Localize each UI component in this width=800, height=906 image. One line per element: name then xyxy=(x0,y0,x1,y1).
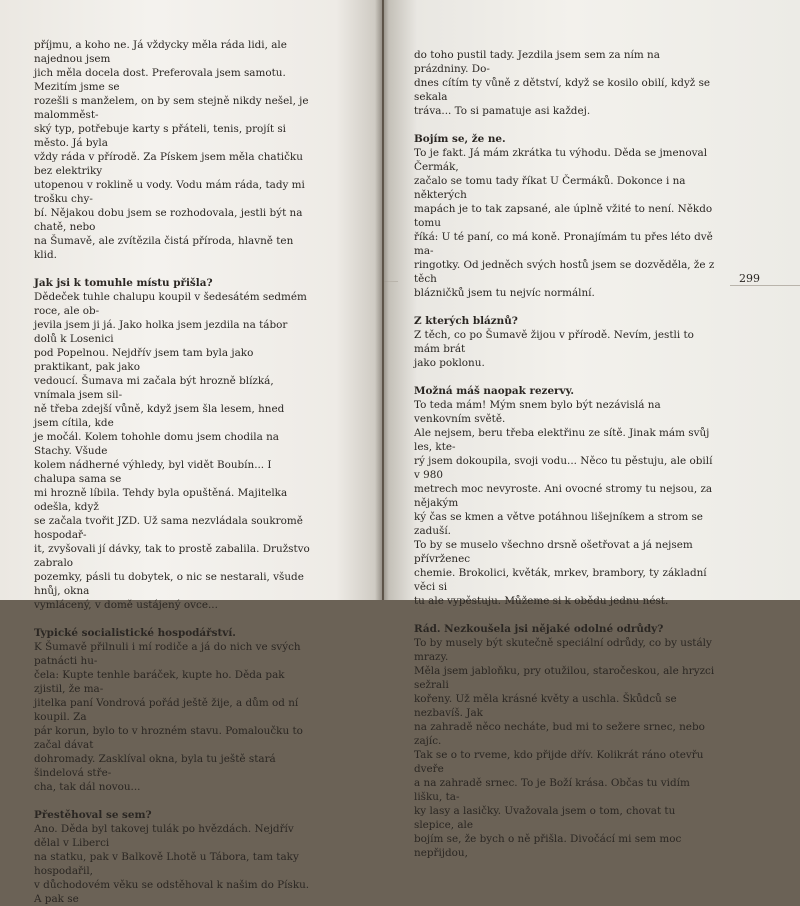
text-line: na Šumavě, ale zvítězila čistá příroda, hlavně ten klid. xyxy=(34,235,294,261)
text-line: a na zahradě srnec. To je Boží krása. Občas tu vidím lišku, ta- xyxy=(414,777,690,803)
left-page-text xyxy=(34,38,310,906)
text-line: tu ale vypěstuju. Můžeme si k obědu jednu nést. xyxy=(414,595,669,607)
text-line: To teda mám! Mým snem bylo být nezávislá na venkovním světě. xyxy=(414,399,661,425)
text-line: dnes cítím ty vůně z dětství, když se kosilo obilí, když se sekala xyxy=(414,77,711,103)
text-line: To by se muselo všechno drsně ošetřovat a já nejsem přívrženec xyxy=(414,539,693,565)
text-line: jevila jsem ji já. Jako holka jsem jezdila na tábor dolů k Losenici xyxy=(34,319,288,345)
text-line: na statku, pak v Balkově Lhotě u Tábora, tam taky hospodařil, xyxy=(34,851,299,877)
text-line: začalo se tomu tady říkat U Čermáků. Dokonce i na některých xyxy=(414,175,686,201)
text-line: jich měla docela dost. Preferovala jsem samotu. Mezitím jsme se xyxy=(34,67,286,93)
question-heading: Z kterých bláznů? xyxy=(414,315,518,327)
text-line: čela: Kupte tenhle baráček, kupte ho. Děda pak zjistil, že ma- xyxy=(34,669,285,695)
page-number-rule xyxy=(730,285,800,286)
text-line: Z těch, co po Šumavě žijou v přírodě. Nevím, jestli to mám brát xyxy=(414,329,694,355)
text-line: bojím se, že bych o ně přišla. Divočácí mi sem moc nepřijdou, xyxy=(414,833,682,859)
text-line: se začala tvořit JZD. Už sama nezvládala soukromě hospodař- xyxy=(34,515,303,541)
text-line: Ale nejsem, beru třeba elektřinu ze sítě. Jinak mám svůj les, kte- xyxy=(414,427,710,453)
question-heading: Možná máš naopak rezervy. xyxy=(414,385,575,397)
text-line: rý jsem dokoupila, svoji vodu... Něco tu pěstuju, ale obilí v 980 xyxy=(414,455,713,481)
text-line: utopenou v roklině u vody. Vodu mám ráda, tady mi trošku chy- xyxy=(34,179,305,205)
book-gutter xyxy=(375,0,389,600)
question-heading: Bojím se, že ne. xyxy=(414,133,506,145)
text-line: vždy ráda v přírodě. Za Pískem jsem měla chatičku bez elektriky xyxy=(34,151,303,177)
question-heading: Jak jsi k tomuhle místu přišla? xyxy=(34,277,213,289)
text-line: ringotky. Od jedněch svých hostů jsem se dozvěděla, že z těch xyxy=(414,259,715,285)
text-line: metrech moc nevyroste. Ani ovocné stromy tu nejsou, za nějakým xyxy=(414,483,713,509)
text-line: blázničků jsem tu nejvíc normální. xyxy=(414,287,595,299)
text-line: říká: U té paní, co má koně. Pronajímám tu přes léto dvě ma- xyxy=(414,231,713,257)
text-line: it, zvyšovali jí dávky, tak to prostě zabalila. Družstvo zabralo xyxy=(34,543,310,569)
text-line: ký čas se kmen a větve potáhnou lišejníkem a strom se zaduší. xyxy=(414,511,703,537)
text-line: ský typ, potřebuje karty s přáteli, tenis, projít si město. Já byla xyxy=(34,123,286,149)
text-line: To by musely být skutečně speciální odrůdy, co by ustály mrazy. xyxy=(414,637,712,663)
text-line: vedoucí. Šumava mi začala být hrozně blízká, vnímala jsem sil- xyxy=(34,375,274,401)
text-line: pár korun, bylo to v hrozném stavu. Pomaloučku to začal dávat xyxy=(34,725,303,751)
text-line: ně třeba zdejší vůně, když jsem šla lesem, hned jsem cítila, kde xyxy=(34,403,285,429)
text-line: cha, tak dál novou... xyxy=(34,781,141,793)
text-line: K Šumavě přilnuli i mí rodiče a já do nich ve svých patnácti hu- xyxy=(34,641,301,667)
text-line: tráva... To si pamatuje asi každej. xyxy=(414,105,591,117)
text-line: Ano. Děda byl takovej tulák po hvězdách. Nejdřív dělal v Liberci xyxy=(34,823,294,849)
text-line: v důchodovém věku se odstěhoval k našim do Písku. A pak se xyxy=(34,879,310,905)
text-line: jako poklonu. xyxy=(414,357,485,369)
text-line: mi hrozně líbila. Tehdy byla opuštěná. Majitelka odešla, když xyxy=(34,487,288,513)
text-line: je močál. Kolem tohohle domu jsem chodila na Stachy. Všude xyxy=(34,431,280,457)
text-line: pod Popelnou. Nejdřív jsem tam byla jako praktikant, pak jako xyxy=(34,347,254,373)
text-line: bí. Nějakou dobu jsem se rozhodovala, jestli být na chatě, nebo xyxy=(34,207,303,233)
text-line: vymlácený, v domě ustájený ovce... xyxy=(34,599,218,611)
text-line: Měla jsem jabloňku, pry otužilou, staročeskou, ale hryzci sežrali xyxy=(414,665,715,691)
text-line: na zahradě něco necháte, bud mi to sežere srnec, nebo zajíc. xyxy=(414,721,705,747)
text-line: Dědeček tuhle chalupu koupil v šedesátém sedmém roce, ale ob- xyxy=(34,291,307,317)
text-line: kořeny. Už měla krásné květy a uschla. Škůdců se nezbavíš. Jak xyxy=(414,693,677,719)
right-page xyxy=(384,0,800,859)
text-line: Tak se o to rveme, kdo přijde dřív. Kolikrát ráno otevřu dveře xyxy=(414,749,704,775)
text-line: dohromady. Zasklíval okna, byla tu ještě stará šindelová stře- xyxy=(34,753,276,779)
text-line: chemie. Brokolici, květák, mrkev, brambory, ty základní věci si xyxy=(414,567,707,593)
question-heading: Rád. Nezkoušela jsi nějaké odolné odrůdy? xyxy=(414,623,664,635)
question-heading: Přestěhoval se sem? xyxy=(34,809,152,821)
text-line: To je fakt. Já mám zkrátka tu výhodu. Děda se jmenoval Čermák, xyxy=(414,147,708,173)
right-page-text xyxy=(414,48,716,860)
text-line: kolem nádherné výhledy, byl vidět Boubín... I chalupa sama se xyxy=(34,459,272,485)
text-line: jitelka paní Vondrová pořád ještě žije, a dům od ní koupil. Za xyxy=(34,697,299,723)
page-number: 299 xyxy=(739,272,760,285)
left-page xyxy=(0,0,382,905)
text-line: do toho pustil tady. Jezdila jsem sem za ním na prázdniny. Do- xyxy=(414,49,660,75)
text-line: příjmu, a koho ne. Já vždycky měla ráda lidi, ale najednou jsem xyxy=(34,39,287,65)
question-heading: Typické socialistické hospodářství. xyxy=(34,627,236,639)
text-line: ky lasy a lasičky. Uvažovala jsem o tom, chovat tu slepice, ale xyxy=(414,805,676,831)
text-line: rozešli s manželem, on by sem stejně nikdy nešel, je malomměst- xyxy=(34,95,309,121)
text-line: mapách je to tak zapsané, ale úplně vžité to není. Někdo tomu xyxy=(414,203,713,229)
text-line: pozemky, pásli tu dobytek, o nic se nestarali, všude hnůj, okna xyxy=(34,571,304,597)
